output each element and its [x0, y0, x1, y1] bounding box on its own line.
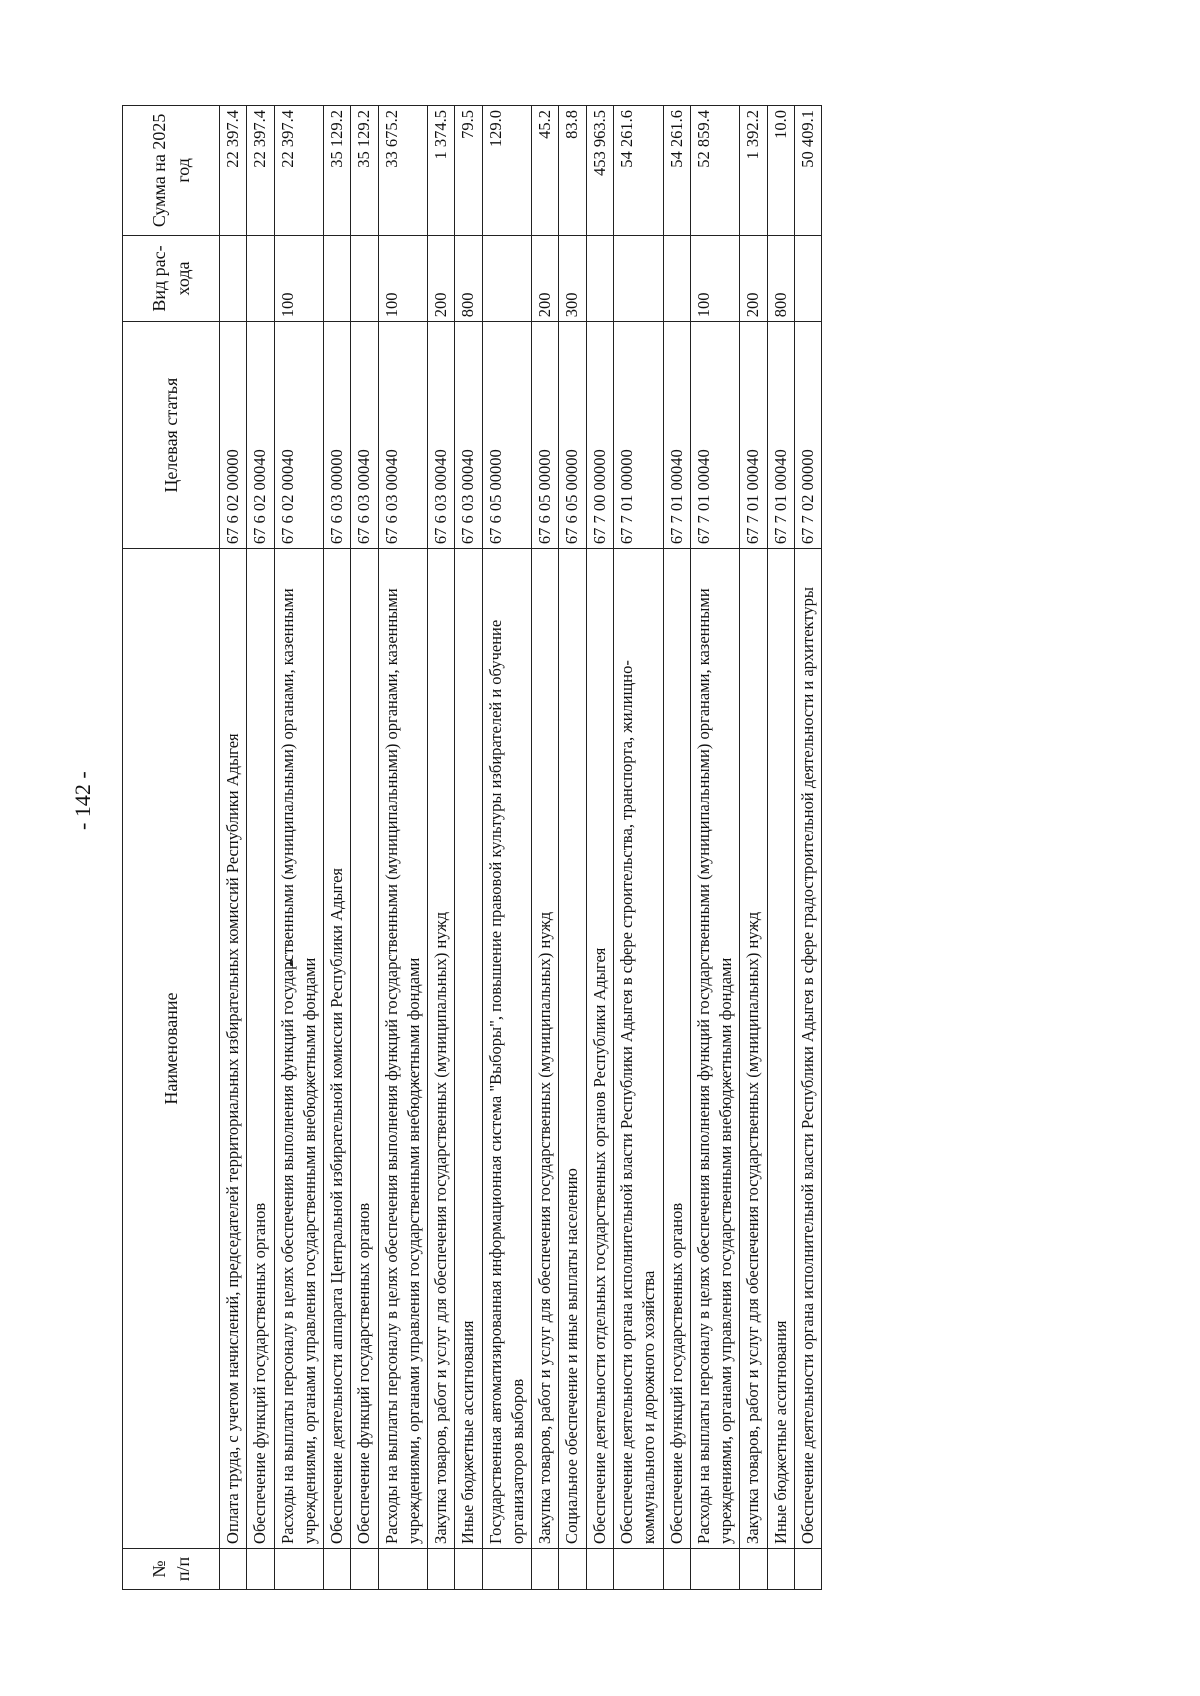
row-name: Обеспечение деятельности органа исполнительной власти Республики Адыгея в сфере строительства, транспорта, жилищно-коммунального и дорожного хозяйства: [613, 549, 663, 1549]
row-sum: 50 409.1: [794, 106, 821, 236]
row-expense-type: [324, 235, 351, 321]
row-expense-type: 100: [378, 235, 428, 321]
table-header-row: [123, 106, 220, 1590]
row-sum: 1 374.5: [428, 106, 455, 236]
row-name: Иные бюджетные ассигнования: [455, 549, 482, 1549]
header-num: № п/п: [123, 1548, 220, 1589]
row-num: [586, 1548, 613, 1589]
row-expense-type: [613, 235, 663, 321]
table-row: [586, 106, 613, 1590]
row-article: 67 7 01 00040: [690, 322, 740, 549]
table-row: [324, 106, 351, 1590]
table-row: [767, 106, 794, 1590]
row-name: Государственная автоматизированная информационная система "Выборы", повышение правовой культуры избирателей и обучение организаторов выборов: [482, 549, 532, 1549]
row-expense-type: [220, 235, 247, 321]
row-num: [455, 1548, 482, 1589]
table-row: [378, 106, 428, 1590]
row-name: Закупка товаров, работ и услуг для обеспечения государственных (муниципальных) нужд: [532, 549, 559, 1549]
header-expense-type: Вид рас-хода: [123, 235, 220, 321]
row-num: [613, 1548, 663, 1589]
row-sum: 35 129.2: [324, 106, 351, 236]
row-num: [794, 1548, 821, 1589]
row-article: 67 7 01 00040: [740, 322, 767, 549]
row-sum: 52 859.4: [690, 106, 740, 236]
row-name: Закупка товаров, работ и услуг для обеспечения государственных (муниципальных) нужд: [740, 549, 767, 1549]
row-num: [351, 1548, 378, 1589]
row-sum: 1 392.2: [740, 106, 767, 236]
table-row: [482, 106, 532, 1590]
row-num: [740, 1548, 767, 1589]
row-name: Обеспечение деятельности аппарата Центральной избирательной комиссии Республики Адыгея: [324, 549, 351, 1549]
row-article: 67 6 05 00000: [559, 322, 586, 549]
header-sum: Сумма на 2025 год: [123, 106, 220, 236]
row-sum: 35 129.2: [351, 106, 378, 236]
header-article: Целевая статья: [123, 322, 220, 549]
row-num: [324, 1548, 351, 1589]
row-name: Обеспечение функций государственных органов: [247, 549, 274, 1549]
row-sum: 22 397.4: [220, 106, 247, 236]
row-expense-type: 200: [532, 235, 559, 321]
row-name: Иные бюджетные ассигнования: [767, 549, 794, 1549]
page-number: - 142 -: [70, 771, 95, 830]
row-sum: 54 261.6: [663, 106, 690, 236]
row-expense-type: 100: [690, 235, 740, 321]
row-expense-type: 200: [740, 235, 767, 321]
row-article: 67 6 03 00000: [324, 322, 351, 549]
row-article: 67 6 05 00000: [482, 322, 532, 549]
rotated-table-container: [122, 30, 1192, 1590]
table-row: [274, 106, 324, 1590]
row-article: 67 7 00 00000: [586, 322, 613, 549]
row-num: [532, 1548, 559, 1589]
row-expense-type: [482, 235, 532, 321]
table-row: [559, 106, 586, 1590]
row-num: [559, 1548, 586, 1589]
row-article: 67 6 03 00040: [378, 322, 428, 549]
table-row: [428, 106, 455, 1590]
row-num: [482, 1548, 532, 1589]
header-name: Наименование: [123, 549, 220, 1549]
row-name: Расходы на выплаты персоналу в целях обеспечения выполнения функций государственными (муниципальными) органами, казенными учреждениями, органами управления государственными внебюджетными фондами: [274, 549, 324, 1549]
table-row: [220, 106, 247, 1590]
row-num: [274, 1548, 324, 1589]
row-name: Социальное обеспечение и иные выплаты населению: [559, 549, 586, 1549]
row-num: [428, 1548, 455, 1589]
row-sum: 45.2: [532, 106, 559, 236]
row-name: Обеспечение деятельности отдельных государственных органов Республики Адыгея: [586, 549, 613, 1549]
table-row: [351, 106, 378, 1590]
table-row: [613, 106, 663, 1590]
row-expense-type: [351, 235, 378, 321]
row-expense-type: 200: [428, 235, 455, 321]
table-row: [455, 106, 482, 1590]
row-article: 67 7 02 00000: [794, 322, 821, 549]
row-sum: 10.0: [767, 106, 794, 236]
row-article: 67 7 01 00040: [767, 322, 794, 549]
row-name: Обеспечение функций государственных органов: [351, 549, 378, 1549]
row-sum: 453 963.5: [586, 106, 613, 236]
row-expense-type: [663, 235, 690, 321]
table-row: [740, 106, 767, 1590]
row-sum: 33 675.2: [378, 106, 428, 236]
row-article: 67 6 03 00040: [428, 322, 455, 549]
row-article: 67 6 02 00040: [274, 322, 324, 549]
row-name: Расходы на выплаты персоналу в целях обеспечения выполнения функций государственными (муниципальными) органами, казенными учреждениями, органами управления государственными внебюджетными фондами: [690, 549, 740, 1549]
row-name: Обеспечение деятельности органа исполнительной власти Республики Адыгея в сфере градостроительной деятельности и архитектуры: [794, 549, 821, 1549]
row-num: [767, 1548, 794, 1589]
row-num: [663, 1548, 690, 1589]
row-article: 67 7 01 00000: [613, 322, 663, 549]
row-sum: 22 397.4: [247, 106, 274, 236]
row-expense-type: 300: [559, 235, 586, 321]
table-row: [532, 106, 559, 1590]
row-num: [220, 1548, 247, 1589]
row-article: 67 6 03 00040: [351, 322, 378, 549]
row-article: 67 6 02 00000: [220, 322, 247, 549]
table-row: [663, 106, 690, 1590]
row-article: 67 6 03 00040: [455, 322, 482, 549]
row-expense-type: [247, 235, 274, 321]
row-expense-type: [586, 235, 613, 321]
table-row: [247, 106, 274, 1590]
table-row: [690, 106, 740, 1590]
row-expense-type: 800: [767, 235, 794, 321]
row-name: Обеспечение функций государственных органов: [663, 549, 690, 1549]
row-sum: 54 261.6: [613, 106, 663, 236]
row-expense-type: 800: [455, 235, 482, 321]
row-name: Закупка товаров, работ и услуг для обеспечения государственных (муниципальных) нужд: [428, 549, 455, 1549]
row-num: [378, 1548, 428, 1589]
row-sum: 129.0: [482, 106, 532, 236]
row-name: Оплата труда, с учетом начислений, председателей территориальных избирательных комиссий Республики Адыгея: [220, 549, 247, 1549]
row-expense-type: [794, 235, 821, 321]
row-num: [690, 1548, 740, 1589]
row-sum: 83.8: [559, 106, 586, 236]
row-num: [247, 1548, 274, 1589]
row-name: Расходы на выплаты персоналу в целях обеспечения выполнения функций государственными (муниципальными) органами, казенными учреждениями, органами управления государственными внебюджетными фондами: [378, 549, 428, 1549]
table-row: [794, 106, 821, 1590]
row-expense-type: 100: [274, 235, 324, 321]
budget-table: [122, 105, 822, 1590]
row-sum: 22 397.4: [274, 106, 324, 236]
row-article: 67 6 05 00000: [532, 322, 559, 549]
row-sum: 79.5: [455, 106, 482, 236]
row-article: 67 6 02 00040: [247, 322, 274, 549]
row-article: 67 7 01 00040: [663, 322, 690, 549]
